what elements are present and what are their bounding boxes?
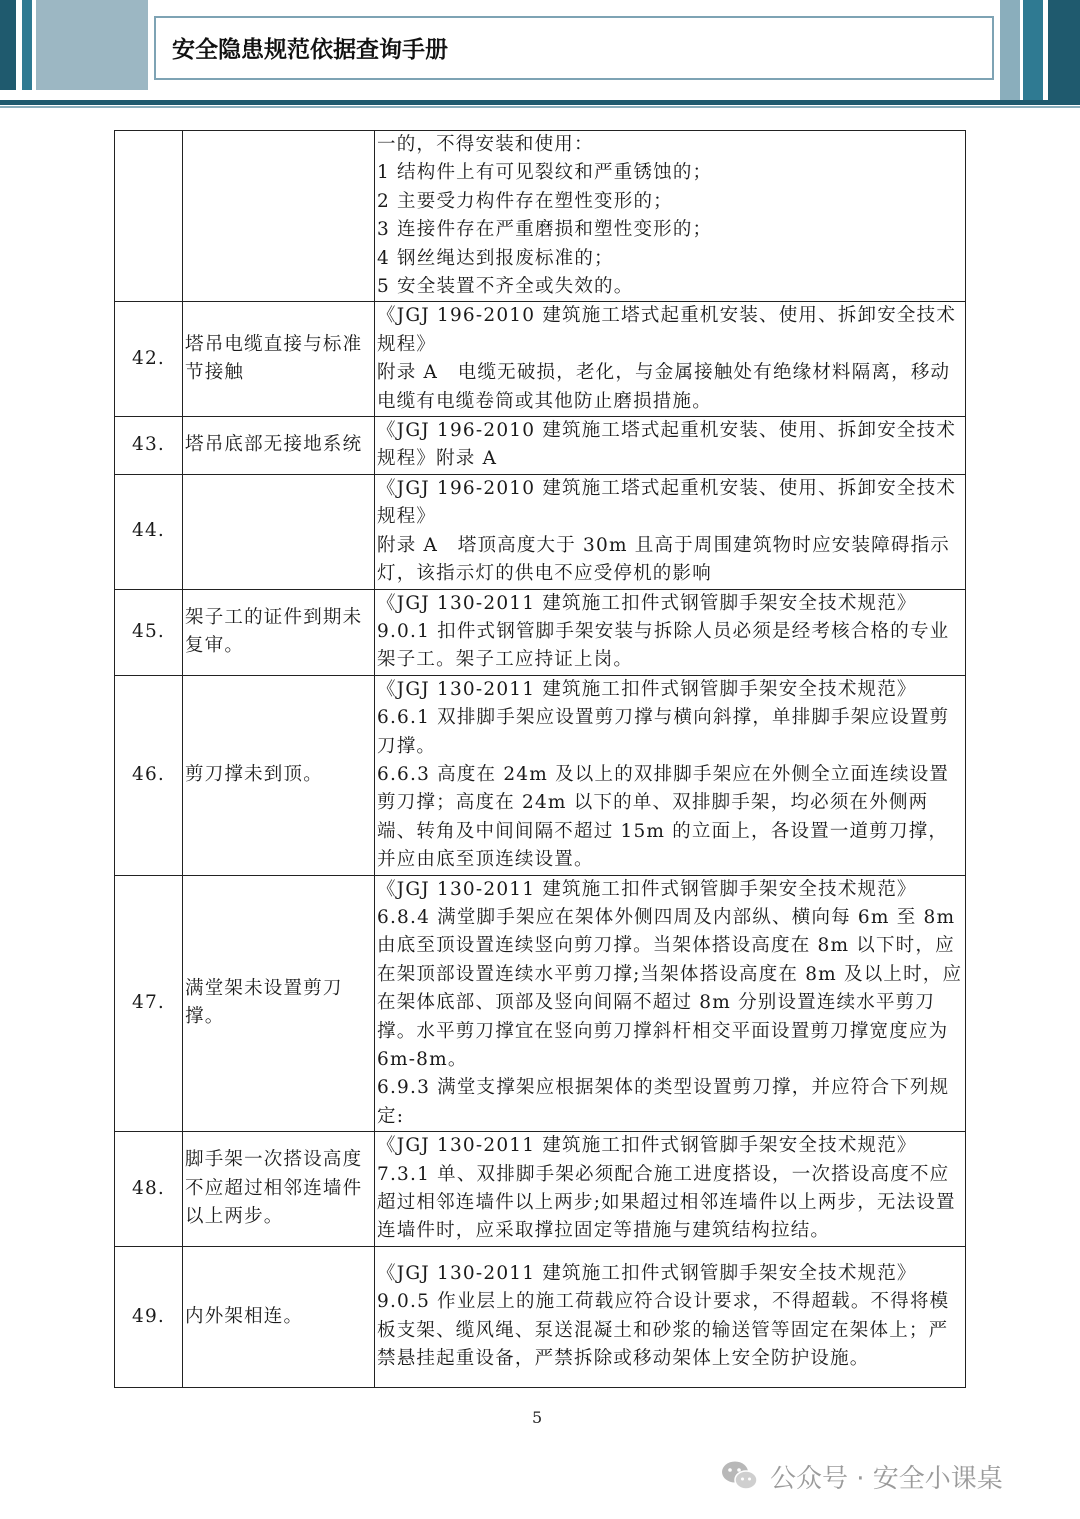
reference-line: 《JGJ 196-2010 建筑施工塔式起重机安装、使用、拆卸安全技术规程》附录 A <box>377 420 957 470</box>
reference-line: 5 安全装置不齐全或失效的。 <box>377 276 634 298</box>
wechat-icon <box>720 1459 760 1493</box>
reference-line: 《JGJ 196-2010 建筑施工塔式起重机安装、使用、拆卸安全技术规程》 <box>377 305 957 355</box>
row-number: 48. <box>115 1132 183 1247</box>
regulation-reference <box>375 1132 966 1247</box>
hazard-item: 脚手架一次搭设高度不应超过相邻连墙件以上两步。 <box>183 1132 375 1247</box>
reference-line: 9.0.5 作业层上的施工荷载应符合设计要求，不得超载。不得将模板支架、缆风绳、泵送混凝土和砂浆的输送管等固定在架体上；严禁悬挂起重设备，严禁拆除或移动架体上安全防护设施。 <box>377 1291 950 1370</box>
reference-line: 《JGJ 196-2010 建筑施工塔式起重机安装、使用、拆卸安全技术规程》 <box>377 477 957 528</box>
hazard-item: 满堂架未设置剪刀撑。 <box>183 875 375 1132</box>
page-header <box>0 0 1080 112</box>
table-row <box>115 1246 966 1387</box>
row-number: 46. <box>115 675 183 875</box>
watermark <box>720 1456 1003 1496</box>
header-rule <box>0 106 1080 108</box>
reference-line: 9.0.1 扣件式钢管脚手架安装与拆除人员必须是经考核合格的专业架子工。架子工应持证上岗。 <box>377 620 950 671</box>
row-number <box>115 131 183 302</box>
table-row <box>115 875 966 1132</box>
header-stripe <box>36 0 148 90</box>
row-number: 42. <box>115 302 183 417</box>
hazard-item <box>183 131 375 302</box>
row-number: 44. <box>115 474 183 589</box>
table-row <box>115 589 966 675</box>
regulation-reference <box>375 131 966 302</box>
regulation-reference <box>375 302 966 417</box>
reference-line: 6.9.3 满堂支撑架应根据架体的类型设置剪刀撑，并应符合下列规定: <box>377 1077 950 1127</box>
row-number: 45. <box>115 589 183 675</box>
page-number: 5 <box>532 1408 543 1427</box>
table-row <box>115 474 966 589</box>
row-number: 47. <box>115 875 183 1132</box>
reference-line: 《JGJ 130-2011 建筑施工扣件式钢管脚手架安全技术规范》 <box>377 878 917 900</box>
hazard-item: 剪刀撑未到顶。 <box>183 675 375 875</box>
header-stripe <box>0 0 16 90</box>
reference-line: 1 结构件上有可见裂纹和严重锈蚀的； <box>377 162 713 184</box>
hazard-item: 架子工的证件到期未复审。 <box>183 589 375 675</box>
table-row <box>115 1132 966 1247</box>
reference-line: 《JGJ 130-2011 建筑施工扣件式钢管脚手架安全技术规范》 <box>377 678 917 700</box>
table-row <box>115 302 966 417</box>
header-rule <box>0 100 1080 105</box>
row-number: 43. <box>115 417 183 475</box>
regulation-reference <box>375 675 966 875</box>
reference-line: 《JGJ 130-2011 建筑施工扣件式钢管脚手架安全技术规范》 <box>377 592 917 614</box>
regulation-reference <box>375 875 966 1132</box>
reference-line: 6.8.4 满堂脚手架应在架体外侧四周及内部纵、横向每 6m 至 8m 由底至顶设置连续竖向剪刀撑。当架体搭设高度在 8m 以下时，应在架顶部设置连续水平剪刀撑;当架体搭设高度在 8m 及以上时，应在架体底部、顶部及竖向间隔不超过 8m 分别设置连续水平剪刀撑。水平剪刀撑宜在竖向剪刀撑斜杆相交平面设置剪刀撑宽度应为 6m-8m。 <box>377 906 963 1070</box>
reference-line: 6.6.1 双排脚手架应设置剪刀撑与横向斜撑，单排脚手架应设置剪刀撑。 <box>377 707 950 757</box>
header-stripe <box>1048 0 1080 100</box>
reference-line: 《JGJ 130-2011 建筑施工扣件式钢管脚手架安全技术规范》 <box>377 1263 917 1285</box>
reference-line: 4 钢丝绳达到报废标准的； <box>377 247 614 269</box>
reference-line: 2 主要受力构件存在塑性变形的； <box>377 190 673 212</box>
hazard-item: 塔吊底部无接地系统 <box>183 417 375 475</box>
table-row <box>115 675 966 875</box>
regulation-reference <box>375 474 966 589</box>
header-stripe <box>1023 0 1043 100</box>
table-row <box>115 417 966 475</box>
header-title-box <box>154 16 994 80</box>
reference-line: 附录 A 电缆无破损，老化，与金属接触处有绝缘材料隔离，移动电缆有电缆卷筒或其他防止磨损措施。 <box>377 362 951 412</box>
header-stripe <box>1000 0 1020 100</box>
reference-line: 6.6.3 高度在 24m 及以上的双排脚手架应在外侧全立面连续设置剪刀撑；高度在 24m 以下的单、双排脚手架，均必须在外侧两端、转角及中间间隔不超过 15m 的立面上，各设置一道剪刀撑，并应由底至顶连续设置。 <box>377 763 950 871</box>
page-title: 安全隐患规范依据查询手册 <box>172 37 448 63</box>
reference-line: 附录 A 塔顶高度大于 30m 且高于周围建筑物时应安装障碍指示灯，该指示灯的供电不应受停机的影响 <box>377 534 950 585</box>
reference-line: 一的，不得安装和使用： <box>377 134 594 155</box>
regulation-reference <box>375 417 966 475</box>
table-row <box>115 131 966 302</box>
reference-line: 《JGJ 130-2011 建筑施工扣件式钢管脚手架安全技术规范》 <box>377 1135 917 1157</box>
reference-line: 3 连接件存在严重磨损和塑性变形的； <box>377 219 713 241</box>
reference-line: 7.3.1 单、双排脚手架必须配合施工进度搭设，一次搭设高度不应超过相邻连墙件以上两步;如果超过相邻连墙件以上两步，无法设置连墙件时，应采取撑拉固定等措施与建筑结构拉结。 <box>377 1163 956 1242</box>
hazard-item <box>183 474 375 589</box>
hazard-item: 内外架相连。 <box>183 1246 375 1387</box>
hazard-reference-table <box>114 130 966 1388</box>
hazard-item: 塔吊电缆直接与标准节接触 <box>183 302 375 417</box>
watermark-text: 公众号 · 安全小课桌 <box>770 1463 1003 1494</box>
regulation-reference <box>375 1246 966 1387</box>
table-body <box>115 131 966 1388</box>
row-number: 49. <box>115 1246 183 1387</box>
regulation-reference <box>375 589 966 675</box>
header-stripe <box>22 0 32 90</box>
